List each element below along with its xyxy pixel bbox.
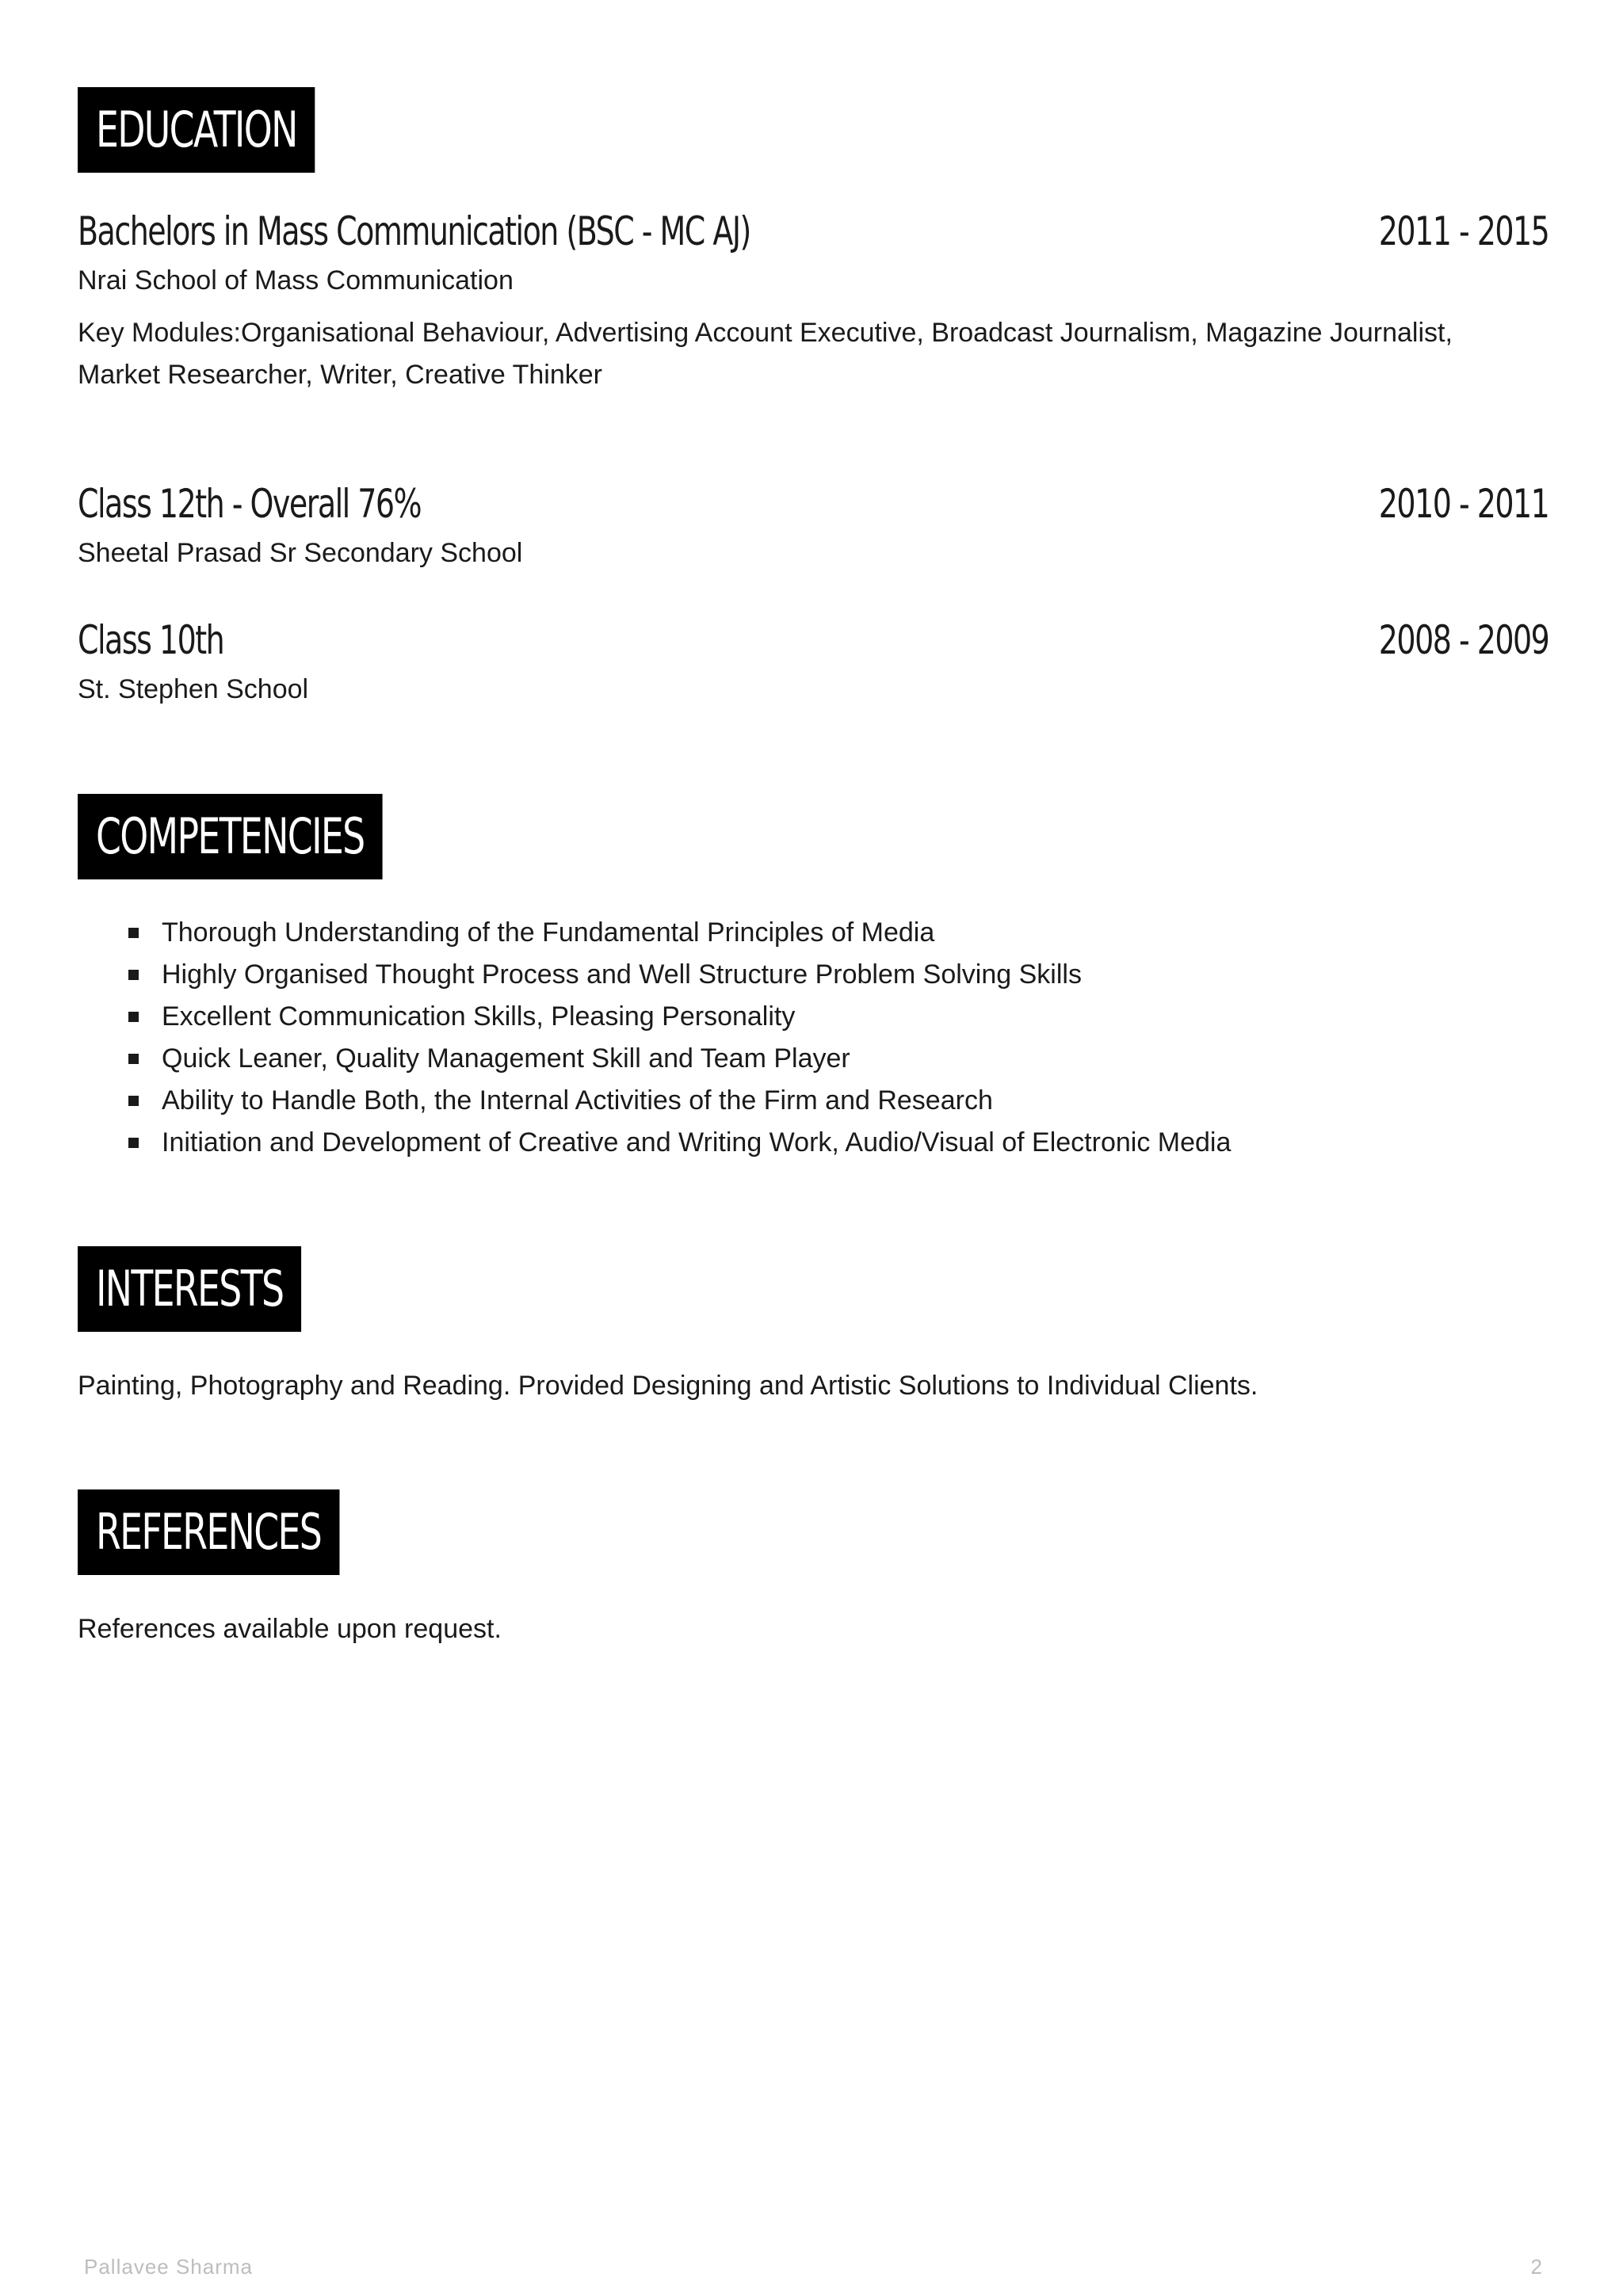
footer-page-number: 2 — [1530, 2255, 1542, 2279]
education-entry-modules-line1: Key Modules:Organisational Behaviour, Advertising Account Executive, Broadcast Journalism, Magazine Journalist, — [78, 318, 1453, 348]
bullet-square-icon — [128, 928, 139, 938]
bullet-square-icon — [128, 1012, 139, 1022]
references-text: References available upon request. — [78, 1614, 502, 1644]
education-entry-institution: Nrai School of Mass Communication — [78, 265, 514, 296]
interests-text: Painting, Photography and Reading. Provided Designing and Artistic Solutions to Individual Clients. — [78, 1371, 1258, 1401]
competencies-list — [128, 912, 1231, 1164]
education-entry-dates: 2008 - 2009 — [1378, 617, 1549, 663]
list-item: Thorough Understanding of the Fundamental Principles of Media — [128, 912, 1231, 954]
education-entry-dates: 2011 - 2015 — [1378, 208, 1549, 254]
list-item: Excellent Communication Skills, Pleasing Personality — [128, 996, 1231, 1038]
interests-heading: INTERESTS — [78, 1246, 301, 1332]
education-entry-institution: Sheetal Prasad Sr Secondary School — [78, 538, 523, 568]
education-entry-title: Bachelors in Mass Communication (BSC - MC AJ) — [78, 208, 750, 254]
bullet-square-icon — [128, 1096, 139, 1106]
education-entry-title: Class 12th - Overall 76% — [78, 481, 422, 527]
bullet-square-icon — [128, 1138, 139, 1148]
resume-page — [78, 0, 1549, 2296]
list-item: Ability to Handle Both, the Internal Activities of the Firm and Research — [128, 1080, 1231, 1122]
education-entry-title: Class 10th — [78, 617, 224, 663]
education-entry-institution: St. Stephen School — [78, 674, 309, 704]
education-entry-dates: 2010 - 2011 — [1378, 481, 1549, 527]
list-item: Initiation and Development of Creative and Writing Work, Audio/Visual of Electronic Media — [128, 1122, 1231, 1164]
list-item: Quick Leaner, Quality Management Skill and Team Player — [128, 1038, 1231, 1080]
list-item: Highly Organised Thought Process and Well Structure Problem Solving Skills — [128, 954, 1231, 996]
bullet-square-icon — [128, 1054, 139, 1064]
education-entry-modules-line2: Market Researcher, Writer, Creative Thinker — [78, 360, 602, 390]
references-heading: REFERENCES — [78, 1489, 339, 1575]
bullet-square-icon — [128, 970, 139, 980]
footer-author-name: Pallavee Sharma — [84, 2255, 253, 2279]
education-heading: EDUCATION — [78, 87, 315, 173]
competencies-heading: COMPETENCIES — [78, 794, 383, 879]
